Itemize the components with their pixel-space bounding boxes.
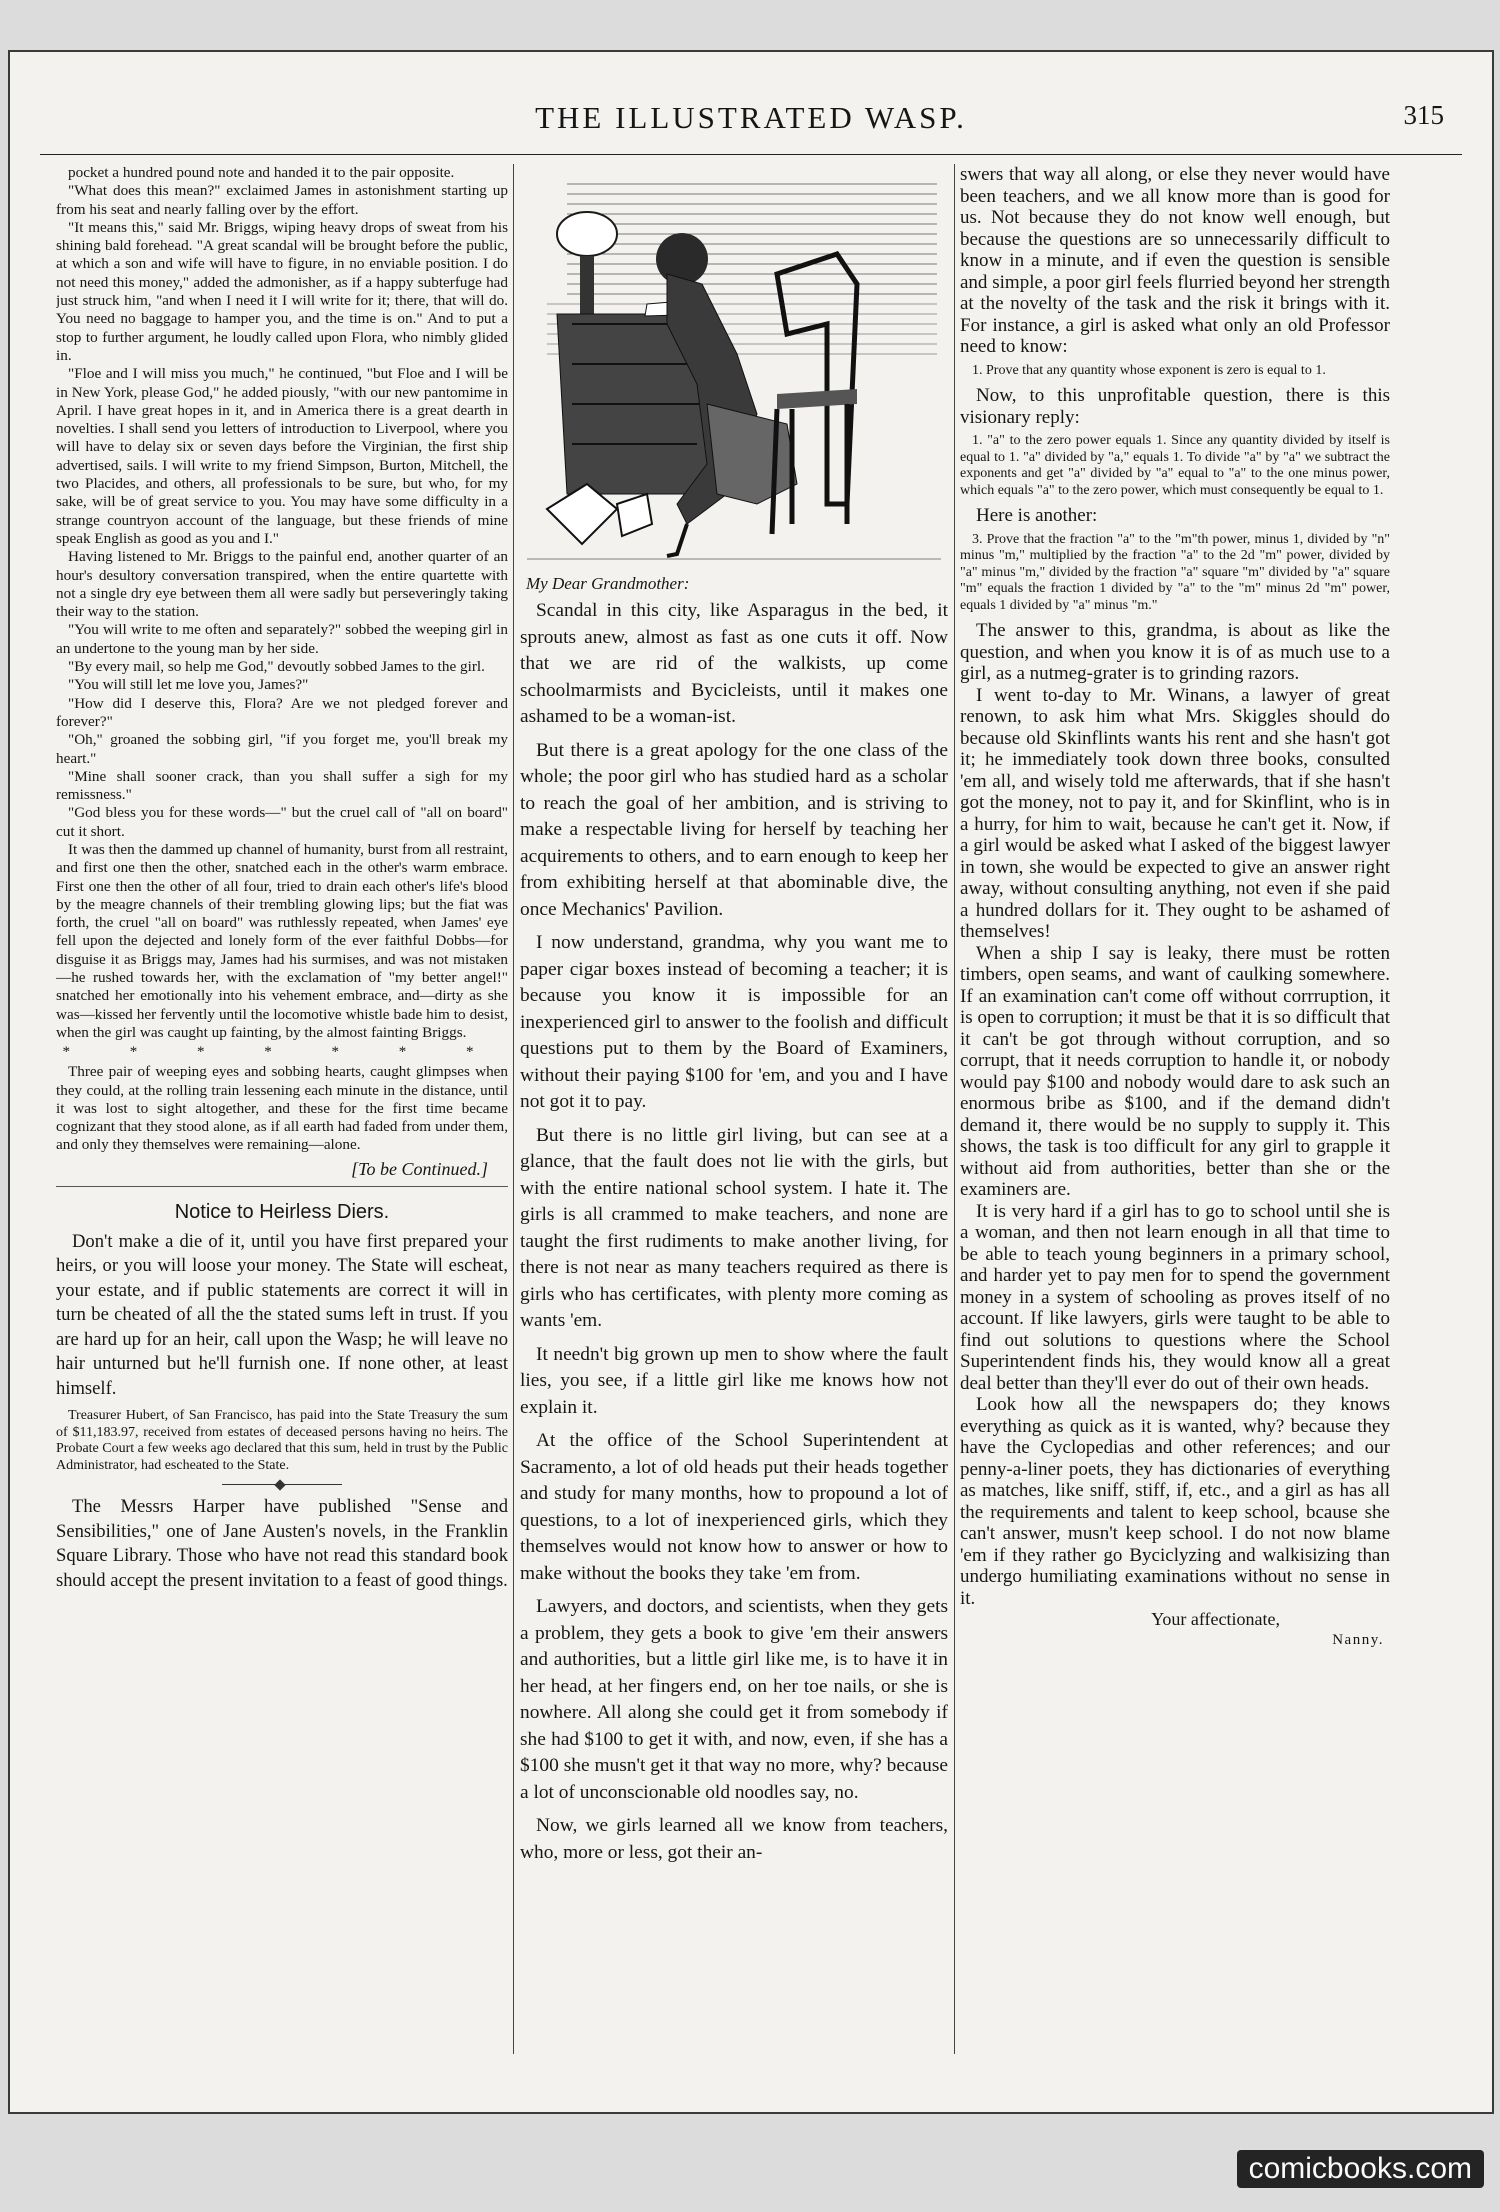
notice-heading: Notice to Heirless Diers. xyxy=(174,1200,390,1223)
notice-body: Don't make a die of it, until you have first prepared your heirs, or you will loose your money. The State will escheat, your estate, and if public statements are correct it will in turn be cheated of all the the stated sums left in trust. If you are hard up for an heir, call upon the Wasp; he will leave no hair unturned but he'll furnish one. If none other, at least himself. xyxy=(56,1230,508,1399)
story-paragraph: "Mine shall sooner crack, than you shall suffer a sigh for my remissness." xyxy=(56,767,508,804)
story-paragraph: Three pair of weeping eyes and sobbing hearts, caught glimpses when they could, at the rolling train lessening each minute in the distance, until it was lost to sight altogether, and these for the first time became cognizant that they stood alone, as if all earth had faded from under them, and only they themselves were remaining—alone. xyxy=(56,1063,508,1154)
letter-paragraph: It needn't big grown up men to show where the fault lies, you see, if a little girl like me knows how not explain it. xyxy=(520,1343,948,1418)
story-paragraph: "It means this," said Mr. Briggs, wiping heavy drops of sweat from his shining bald forehead. "A great scandal will be brought before the public, at which a son and wife will have to figure, in no enviable position. I do not need this money," added the admonisher, as if a happy subterfuge had just struck him, "and when I need it I will write for it; there, that will do. You need no baggage to hamper you, and the time is on." And to put a stop to further argument, he loudly called upon Flora, who nimbly glided in. xyxy=(56,218,508,364)
story-paragraph: "Floe and I will miss you much," he continued, "but Floe and I will be in New York, please God," he added piously, "with our new pantomime in April. I have great hopes in it, and in America there is a great dearth in novelties. I shall send you letters of introduction to Liverpool, where you will have to delay six or seven days before the Virginian, the first ship advertised, sails. I will write to my friend Simpson, Burton, Mitchell, the two Placides, and others, all professionals to be sure, but who, for my sake, will be of great service to you. You may have some difficulty in a strange countryon account of the language, but these friends of mine speak English as good as you and I." xyxy=(56,365,508,547)
exam-question: 1. Prove that any quantity whose exponent is zero is equal to 1. xyxy=(972,362,1326,378)
story-paragraph: "By every mail, so help me God," devoutly sobbed James to the girl. xyxy=(68,658,485,676)
girl-studying-illustration xyxy=(527,164,941,574)
letter-paragraph: Now, to this unprofitable question, there is this visionary reply: xyxy=(960,385,1390,428)
column-3 xyxy=(960,164,1390,2054)
story-paragraph: "You will still let me love you, James?" xyxy=(68,676,309,694)
letter-paragraph: Now, we girls learned all we know from teachers, who, more or less, got their an- xyxy=(520,1815,948,1863)
letter-paragraph: I now understand, grandma, why you want me to paper cigar boxes instead of becoming a teacher; it is because you know it is impossible for an inexperienced girl to answer to the foolish and difficult questions put to them by the Board of Examiners, without their paying $100 for 'em, and you and I have not got it to pay. xyxy=(520,932,948,1112)
letter-paragraph: The answer to this, grandma, is about as like the question, and when you know it is of as much use to a girl, as a nutmeg-grater is to grinding razors. xyxy=(960,620,1390,684)
column-rule-2 xyxy=(954,164,955,2054)
page-number: 315 xyxy=(1403,100,1444,130)
serial-story xyxy=(56,164,508,1180)
story-paragraph: "You will write to me often and separately?" sobbed the weeping girl in an undertone to the young man by her side. xyxy=(56,621,508,657)
newspaper-page xyxy=(8,50,1494,2114)
column-1 xyxy=(56,164,508,2054)
letter-paragraph: I went to-day to Mr. Winans, a lawyer of great renown, to ask him what Mrs. Skiggles should do because old Skinflints wants his rent and she hasn't got it; he immediately took down three books, consulted 'em all, and wisely told me afterwards, that if she hasn't got the money, not to pay it, and for Skinflint, who is in a hurry, for him to wait, because he can't get it. Now, if a girl would be asked what I asked of the biggest lawyer in town, she would be expected to give an answer right away, without consulting anything, not even if she paid a hundred dollars for it. They ought to be ashamed of themselves! xyxy=(960,684,1390,942)
story-paragraph: It was then the dammed up channel of humanity, burst from all restraint, and first one then the other, snatched each in the other's warm embrace. First one then the other of all four, tried to drain each other's life's blood by the meagre channels of their trembling glowing lips; but the fiat was forth, the cruel "all on board" was ruthlessly repeated, when James' eye fell upon the dejected and lonely form of the ever faithful Dobbs—for disguise it as Briggs may, James had his surmises, and was not mistaken—he rushed towards her, with the exclamation of "my better angel!" snatched her emotionally into his vehement embrace, and—dirty as she was—kissed her fervently until the locomotive whistle bade him to desist, when the girl was caught up fainting, by the almost fainting Briggs. xyxy=(56,840,508,1041)
story-paragraph: Having listened to Mr. Briggs to the painful end, another quarter of an hour's desultory conversation transpired, when the entire quartette with not a single dry eye between them all were sadly but perseveringly taking their way to the station. xyxy=(56,548,508,621)
story-paragraph: pocket a hundred pound note and handed it to the pair opposite. xyxy=(68,164,455,181)
letter-salutation: My Dear Grandmother: xyxy=(526,574,690,593)
watermark-logo: comicbooks.com xyxy=(1237,2150,1484,2188)
page-header xyxy=(40,94,1462,155)
harper-item: The Messrs Harper have published "Sense and Sensibilities," one of Jane Austen's novels, in the Franklin Square Library. Those who have not read this standard book should accept the present invitation to a feast of good things. xyxy=(56,1496,508,1591)
letter-paragraph: When a ship I say is leaky, there must be rotten timbers, open seams, and want of caulking somewhere. If an examination can't come off without corrruption, it is open to corruption; it must be that it is so difficult that it can't be got through without corruption, and so corrupt, that it needs corruption to handle it, or nobody would pay $100 and nobody would dare to ask such an enormous bribe as $100, and if the demand didn't demand it, there would be no supply to supply it. This shows, the task is too difficult for any girl to grapple it without aid from authorities, better than she or the examiners are. xyxy=(960,942,1390,1200)
letter-paragraph: But there is no little girl living, but can see at a glance, that the fault does not lie with the girls, but with the entire national school system. I hate it. The girls is all crammed to make teachers, and none are taught the first rudiments to make another living, for there is not near as many teachers required as there is girls who has certificates, with plenty more coming as wants 'em. xyxy=(520,1124,948,1331)
letter-paragraph: But there is a great apology for the one class of the whole; the poor girl who has studied hard as a scholar to reach the goal of her ambition, and is striving to make a respectable living for herself by teaching her acquirements to others, and to earn enough to keep her from exhibiting herself at that abominable dive, the once Mechanics' Pavilion. xyxy=(520,739,948,920)
exam-answer: 1. "a" to the zero power equals 1. Since any quantity divided by itself is equal to 1. "a" divided by "a," equals 1. To divide "a" by "a" we subtract the exponents and get "a" divided by "a" equal to "a" to the one minus power, which equals "a" to the zero power, which must consequently be equal to 1. xyxy=(960,433,1390,498)
to-be-continued: [To be Continued.] xyxy=(351,1158,488,1179)
story-paragraph: "Oh," groaned the sobbing girl, "if you forget me, you'll break my heart." xyxy=(56,731,508,767)
story-paragraph: "How did I deserve this, Flora? Are we not pledged forever and forever?" xyxy=(56,694,508,730)
letter-paragraph: It is very hard if a girl has to go to school until she is a woman, and then not learn enough in all that time to be able to teach young beginners in a primary school, and harder yet to pay men for to spend the government money in a system of schooling as proves itself of no account. If like lawyers, girls were taught to be able to find out solutions to questions where the School Superintendent finds his, they would know all a great deal better than they'll ever do out of their own heads. xyxy=(960,1200,1390,1394)
story-paragraph: "God bless you for these words—" but the cruel call of "all on board" cut it short. xyxy=(56,804,508,840)
letter-paragraph: Here is another: xyxy=(976,505,1098,526)
treasurer-item: Treasurer Hubert, of San Francisco, has paid into the State Treasury the sum of $11,183.97, received from estates of deceased persons having no heirs. The Probate Court a few weeks ago declared that this sum, held in trust by the Public Administrator, had escheated to the State. xyxy=(56,1408,508,1473)
column-2 xyxy=(520,164,948,2054)
letter-signature: Nanny. xyxy=(1332,1632,1384,1648)
masthead-title: THE ILLUSTRATED WASP. xyxy=(535,100,967,135)
column-rule-1 xyxy=(513,164,514,2054)
story-paragraph: "What does this mean?" exclaimed James in astonishment starting up from his seat and nearly falling over by the effort. xyxy=(56,182,508,218)
exam-question: 3. Prove that the fraction "a" to the "m"th power, minus 1, divided by "n" minus "m," multiplied by the fraction "a" to the 2d "m" power, divided by "a" minus "m," divided by the fraction "a" square "m" divided by "a" square "m" equals the fraction 1 divided by "a" to the "m" minus 2d "m" power, equals 1 divided by "a" minus "m." xyxy=(960,531,1390,613)
divider xyxy=(56,1186,508,1187)
ornamental-rule xyxy=(222,1484,342,1485)
letter-paragraph: swers that way all along, or else they never would have been teachers, and we all know more than is good for us. Not because they do not know well enough, but because the questions are so unnecessarily difficult to know in a minute, and if even the question is sensible and simple, a poor girl feels flurried beyond her strength at the novelty of the task and the risk it brings with it. For instance, a girl is asked what only an old Professor need to know: xyxy=(960,164,1390,357)
letter-paragraph: At the office of the School Superintendent at Sacramento, a lot of old heads put their heads together and study for many months, how to propound a lot of questions, to a lot of inexperienced girls, which they themselves would not know how to answer or how to make without the books they take 'em from. xyxy=(520,1430,948,1584)
letter-paragraph: Look how all the newspapers do; they knows everything as quick as it is wanted, why? because they have the Cyclopedias and other references; and our penny-a-liner poets, they has dictionaries of everything as matches, like sniff, stiff, if, etc., and a girl as has all the requirements and talent to keep school, bcause she can't answer, musn't keep school. I do not now blame 'em if they rather go Byciclyzing and walkisizing than undergo humiliating examinations without no sense in it. xyxy=(960,1394,1390,1609)
section-break-stars: * * * * * * * xyxy=(62,1044,502,1061)
letter-paragraph: Scandal in this city, like Asparagus in the bed, it sprouts anew, almost as fast as one cuts it off. Now that we are rid of the walkists, up come schoolmarmists and Bycicleists, until it makes one ashamed to be a woman-ist. xyxy=(520,600,948,727)
letter-paragraph: Lawyers, and doctors, and scientists, when they gets a problem, they gets a book to give 'em their answers and authorities, but a little girl like me, is to have it in her head, at her fingers end, on her toe nails, or she is nowhere. All along she could get it from somebody if she had $100 to get it with, and now, even, if she has a $100 she musn't get it that way no more, why? because a lot of unconscionable old noodles say, no. xyxy=(520,1596,948,1803)
letter-sign-off: Your affectionate, xyxy=(1151,1609,1280,1629)
